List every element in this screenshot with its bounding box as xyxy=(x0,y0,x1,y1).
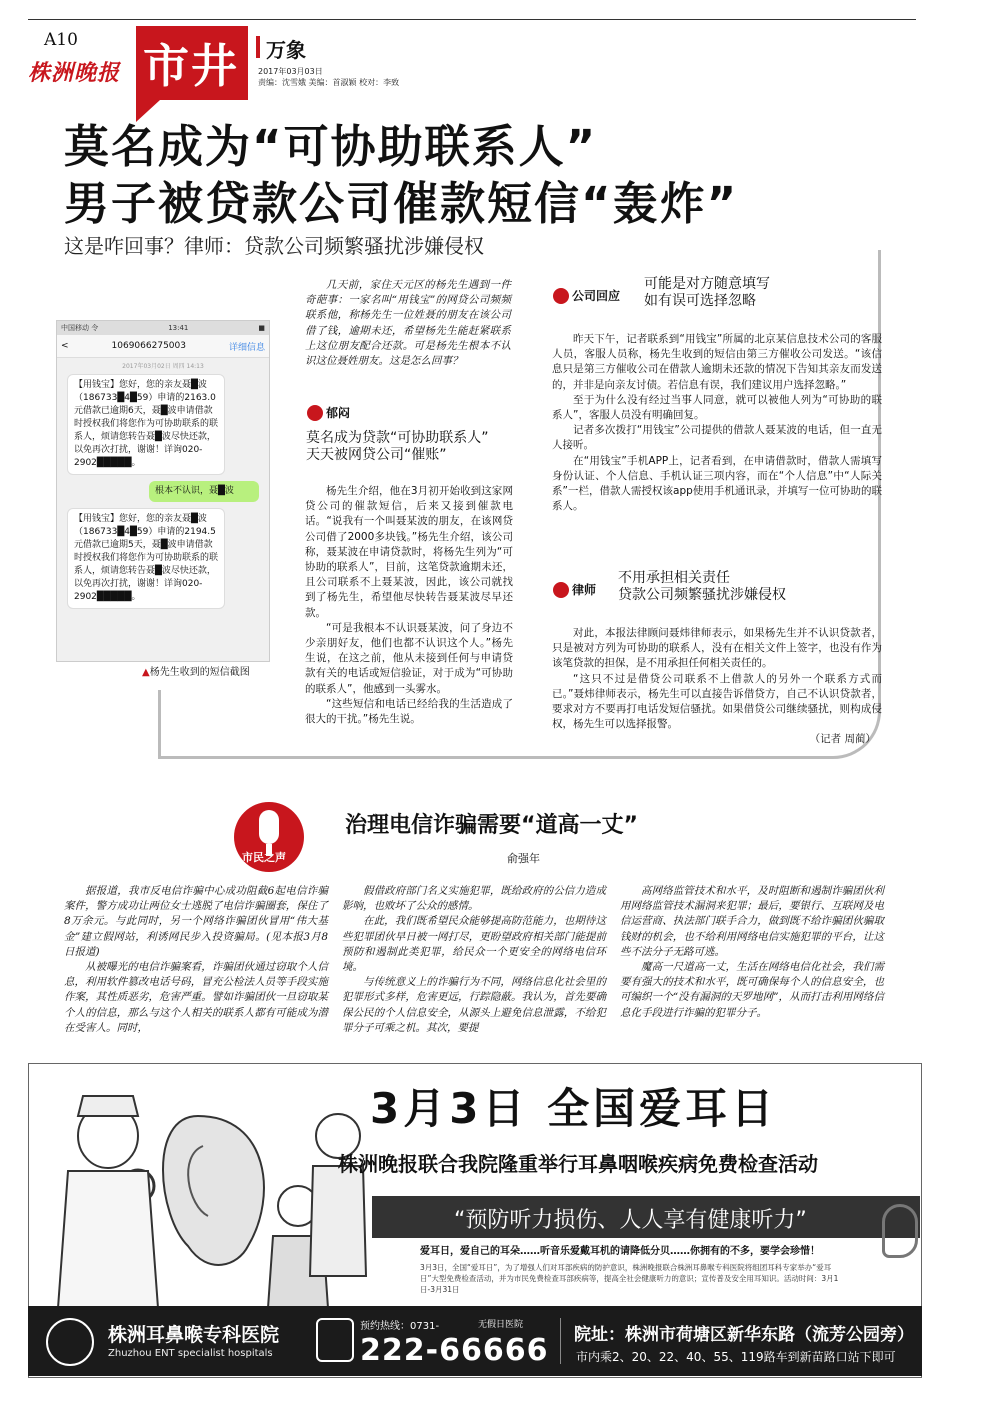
editorial-title: 治理电信诈骗需要“道高一丈” xyxy=(345,813,638,838)
message-time: 2017年03月02日 周四 14:13 xyxy=(122,363,204,370)
sec3-body xyxy=(552,626,882,748)
sec3-tag xyxy=(553,581,596,598)
sms-bubble-2: 【用钱宝】您好，您的亲友聂█波（186733█4█59）申请的2194.5元借款已逾期5天，聂█波申请借款时授权我们将您作为可协助联系的联系人，烦请您转告聂█波尽快还款，以免再次打扰，谢谢！详询020-2902█████。 xyxy=(67,508,225,609)
paragraph: “可是我根本不认识聂某波，问了身边不少亲朋好友，他们也都不认识这个人。”杨先生说，在这之前，他从未接到任何与申请贷款有关的电话或短信验证，对于成为“可协助的联系人”，他感到一头雾水。 xyxy=(305,621,513,695)
badge-label: 市民之声 xyxy=(242,851,286,864)
bullet-dot-icon xyxy=(553,288,569,304)
story-frame-left xyxy=(158,690,161,756)
sec2-title-line2: 如有误可选择忽略 xyxy=(644,293,756,309)
sec1-title-line2: 天天被网贷公司“催账” xyxy=(306,447,447,463)
paragraph: 杨先生介绍，他在3月初开始收到这家网贷公司的催款短信，后来又接到催款电话。“说我有一个叫聂某波的朋友，在该网贷公司借了2000多块钱。”杨先生介绍，该公司称，聂某波在申请贷款时，将杨先生列为“可协助的联系人”，目前，这笔贷款逾期未还，且公司联系不上聂某波，因此，该公司就找到了杨先生，希望他尽快转告聂某波尽早还款。 xyxy=(305,485,513,619)
sec1-title-line1: 莫名成为贷款“可协助联系人” xyxy=(306,430,489,446)
top-rule xyxy=(28,19,916,20)
intro-paragraph: 几天前，家住天元区的杨先生遇到一件奇葩事：一家名叫“用钱宝”的网贷公司频频联系他，称杨先生一位姓聂的朋友在该公司借了钱，逾期未还，希望杨先生能赶紧联系上这位朋友配合还款。可是杨先生根本不认识这位聂姓朋友。这是怎么回事？ xyxy=(305,279,511,368)
sec2-body xyxy=(552,332,882,514)
paragraph: “这些短信和电话已经给我的生活造成了很大的干扰。”杨先生说。 xyxy=(305,697,513,726)
editorial-col3 xyxy=(620,884,884,1021)
microphone-icon xyxy=(259,810,279,844)
paragraph: 魔高一尺道高一丈，生活在网络电信化社会，我们需要有强大的技术和水平，既可确保每个人的信息安全，也可编织一个“没有漏洞的天罗地网”，从而打击利用网络信息化手段进行诈骗的犯罪分子。 xyxy=(620,961,884,1019)
hospital-english-name: Zhuzhou ENT specialist hospitals xyxy=(108,1348,273,1359)
headline-subtitle: 这是咋回事？律师：贷款公司频繁骚扰涉嫌侵权 xyxy=(64,234,484,258)
paragraph: 至于为什么没有经过当事人同意，就可以被他人列为“可协助的联系人”，客服人员没有明确回复。 xyxy=(552,393,882,422)
back-icon: < xyxy=(61,341,69,351)
sec1-body xyxy=(305,484,513,727)
sec2-tag xyxy=(553,287,620,304)
telephone-icon xyxy=(316,1318,354,1362)
phone-nav-bar xyxy=(57,335,269,358)
status-time: 13:41 xyxy=(168,324,189,332)
no-holiday-label: 无假日医院 xyxy=(478,1320,524,1330)
sms-bubble-1: 【用钱宝】您好，您的亲友聂█波（186733█4█59）申请的2163.0元借款已逾期6天，聂█波申请借款时授权我们将您作为可协助联系的联系人，烦请您转告聂█波尽快还款，以免再次打扰，谢谢！详询020-2902█████。 xyxy=(67,374,225,475)
page-number: A10 xyxy=(44,30,78,50)
paragraph: 与传统意义上的诈骗行为不同，网络信息化社会里的犯罪形式多样，危害更远，行踪隐蔽。我认为，首先要确保公民的个人信息安全，从源头上避免信息泄露，不给犯罪分子可乘之机。其次，要提 xyxy=(342,976,606,1034)
editor-credits: 责编：沈雪娥 美编：首淑颖 校对：李致 xyxy=(258,78,400,87)
phone-status-bar xyxy=(57,321,269,335)
carrier-label: 中国移动 令 xyxy=(61,324,99,332)
hotline-label: 预约热线：0731- xyxy=(360,1321,440,1332)
sms-reply-bubble: 根本不认识，聂█波 xyxy=(149,481,259,502)
hospital-name: 株洲耳鼻喉专科医院 xyxy=(108,1324,280,1346)
column-name: 万象 xyxy=(266,38,306,62)
battery-icon: ■ xyxy=(258,324,265,332)
paragraph: 对此，本报法律顾问聂炜律师表示，如果杨先生并不认识贷款者，只是被对方列为可协助的联系人，没有在相关文件上签字，也没有作为该笔贷款的担保，是不用承担任何相关责任的。 xyxy=(552,627,882,670)
paragraph: 在此，我们既希望民众能够提高防范能力，也期待这些犯罪团伙早日被一网打尽，更盼望政府相关部门能提前预防和遏制此类犯罪，给民众一个更安全的网络电信环境。 xyxy=(342,915,606,974)
paragraph: 据报道，我市反电信诈骗中心成功阻截6起电信诈骗案件，警方成功让两位女士逃脱了电信诈骗圈套，保住了8万余元。与此同时，另一个网络诈骗团伙冒用“伟大基金”建立假网站，利诱网民步入投资骗局。(见本报3月8日报道) xyxy=(64,885,328,958)
sec2-tag-word: 公司回应 xyxy=(572,289,621,303)
bullet-dot-icon xyxy=(307,405,323,421)
caption-marker-icon: ▲ xyxy=(142,667,150,678)
photo-caption xyxy=(142,663,250,678)
details-link: 详细信息 xyxy=(228,342,265,353)
paragraph: 高网络监管技术和水平，及时阻断和遏制诈骗团伙利用网络监管技术漏洞来犯罪；最后，要银行、互联网及电信运营商、执法部门联手合力，做到既不给诈骗团伙骗取钱财的机会，也不给利用网络电信实施犯罪的平台，让这些不法分子无路可逃。 xyxy=(620,885,884,958)
sec2-title xyxy=(644,276,770,310)
footer-divider xyxy=(560,1318,561,1364)
sec3-title-line1: 不用承担相关责任 xyxy=(618,570,730,586)
sender-number: 1069066275003 xyxy=(111,341,186,351)
section-name: 市井 xyxy=(143,39,239,93)
bullet-dot-icon xyxy=(553,582,569,598)
paragraph: “这只不过是借贷公司联系不上借款人的另外一个联系方式而已。”聂炜律师表示，杨先生可以直接告诉借贷方，自己不认识贷款者，要求对方不要再打电话发短信骚扰。如果借贷公司继续骚扰，则构成侵权，杨先生可以选择报警。 xyxy=(552,672,882,731)
ad-title: 3月3日 全国爱耳日 xyxy=(370,1084,778,1133)
paragraph: 在“用钱宝”手机APP上，记者看到，在申请借款时，借款人需填写身份认证、个人信息、手机认证三项内容，而在“个人信息”中“人际关系”一栏，借款人需授权该app使用手机通讯录，并填写一位可协助的联系人。 xyxy=(552,454,882,513)
editorial-col1 xyxy=(64,884,328,1036)
paragraph: 记者多次拨打“用钱宝”公司提供的借款人聂某波的电话，但一直无人接听。 xyxy=(552,424,882,452)
issue-date: 2017年03月03日 xyxy=(258,67,323,76)
hospital-logo-icon xyxy=(46,1318,94,1366)
paragraph: 从被曝光的电信诈骗案看，诈骗团伙通过窃取个人信息，利用软件篡改电话号码，冒充公检法人员等手段实施作案，其性质恶劣，危害严重。譬如诈骗团伙一旦窃取某个人的信息，那么与这个人相关的联系人都有可能成为潜在受害人。同时， xyxy=(64,961,328,1034)
hospital-address: 院址：株洲市荷塘区新华东路（流芳公园旁） xyxy=(574,1325,914,1345)
story-intro xyxy=(305,278,511,369)
byline: （记者 周蔺） xyxy=(809,733,876,746)
sms-screenshot xyxy=(56,320,270,662)
sec3-tag-word: 律师 xyxy=(572,583,597,597)
editorial-col2 xyxy=(342,884,606,1036)
editorial-author: 俞强年 xyxy=(507,852,540,865)
headline-line1: 莫名成为“可协助联系人” xyxy=(64,120,598,173)
ad-small-text: 3月3日，全国“爱耳日”，为了增强人们对耳部疾病的防护意识，株洲晚报联合株洲耳鼻喉专科医院将组团耳科专家举办“爱耳日”大型免费检查活动，并为市民免费检查耳部疾病等，提高全社会健康听力的意识；宣传普及安全用耳知识。活动时间：3月1日-3月31日 xyxy=(420,1263,839,1294)
paragraph: 昨天下午，记者联系到“用钱宝”所属的北京某信息技术公司的客服人员，客服人员称，杨先生收到的短信由第三方催收公司发送。“该信息只是第三方催收公司在借款人逾期未还款的情况下告知其亲友而发送的，并非是向亲友讨债。若信息有误，我们建议用户选择忽略。” xyxy=(552,333,882,391)
sec1-tag-word: 郁闷 xyxy=(326,406,351,420)
sec1-title xyxy=(306,430,516,464)
ear-icon xyxy=(882,1204,918,1258)
issue-meta xyxy=(258,66,399,88)
ad-slogan: “预防听力损伤、人人享有健康听力” xyxy=(454,1208,807,1233)
sec3-title xyxy=(618,570,786,604)
bus-directions: 市内乘2、20、22、40、55、119路车到新苗路口站下即可 xyxy=(576,1350,896,1364)
sec3-title-line2: 贷款公司频繁骚扰涉嫌侵权 xyxy=(618,587,786,603)
caption-text: 杨先生收到的短信截图 xyxy=(149,667,250,678)
sec1-tag xyxy=(307,404,350,421)
headline-line2: 男子被贷款公司催款短信“轰炸” xyxy=(64,177,739,230)
paper-name: 株洲晚报 xyxy=(28,60,121,86)
ad-info-line: 爱耳日，爱自己的耳朵……听音乐爱戴耳机的请降低分贝……你拥有的不多，要学会珍惜！ xyxy=(420,1246,820,1257)
paragraph: 假借政府部门名义实施犯罪，既给政府的公信力造成影响，也败坏了公众的感情。 xyxy=(342,885,606,913)
doctor-cartoon-icon xyxy=(38,1076,368,1308)
ad-subtitle: 株洲晚报联合我院隆重举行耳鼻咽喉疾病免费检查活动 xyxy=(338,1152,818,1176)
sec2-title-line1: 可能是对方随意填写 xyxy=(644,276,770,292)
column-bar xyxy=(256,36,260,58)
hotline-number: 222-66666 xyxy=(360,1333,549,1368)
